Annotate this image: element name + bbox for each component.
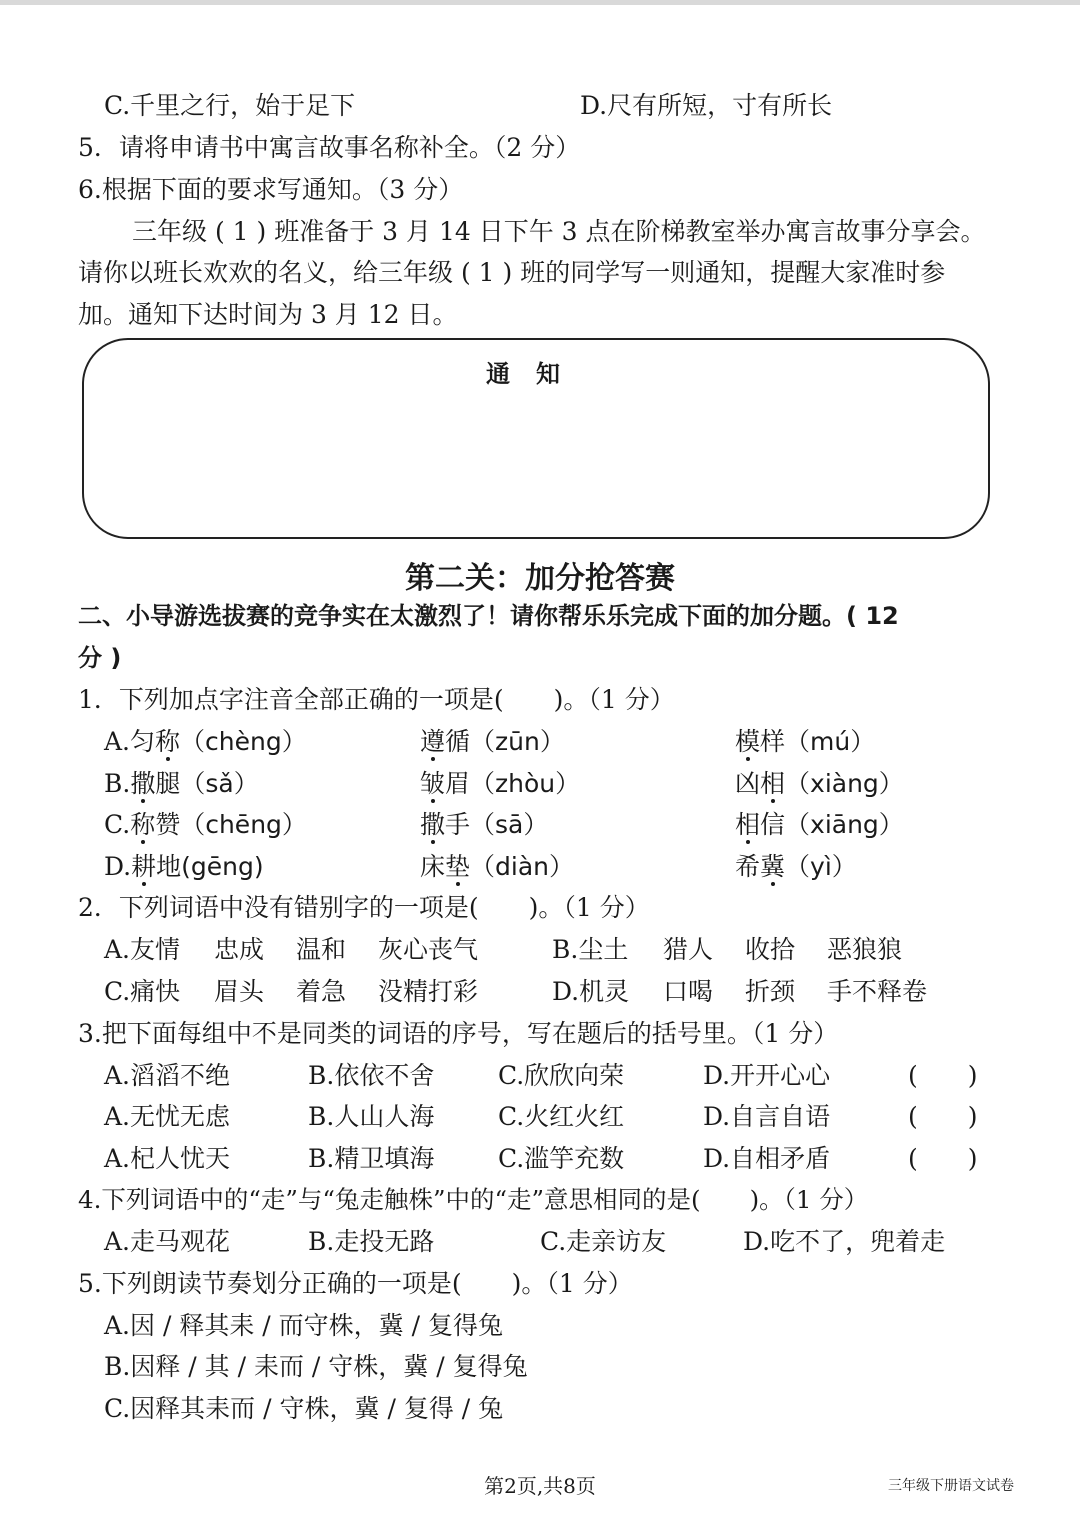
q3-row2-c: C.火红火红 — [498, 1102, 625, 1131]
word-part: 床 — [420, 852, 446, 881]
q1-option-d-2 — [420, 851, 574, 883]
pinyin: （sā） — [470, 810, 549, 839]
dotted-character: 冀 — [760, 852, 786, 881]
q3-row3-d: D.自相矛盾 — [703, 1144, 831, 1173]
word-part: 信 — [760, 810, 786, 839]
top-edge-bar — [0, 0, 1080, 5]
pinyin: （diàn） — [470, 852, 575, 881]
dotted-character: 相 — [760, 769, 786, 798]
section-heading-line-2: 分 ) — [78, 644, 122, 672]
dotted-character: 撒 — [420, 810, 446, 839]
word-part: 赞 — [155, 810, 181, 839]
q2-option-a-4: 灰心丧气 — [378, 935, 479, 964]
word-part: 眉 — [445, 769, 471, 798]
dotted-character: 相 — [735, 810, 761, 839]
question-6-line-1: 三年级 ( 1 ) 班准备于 3 月 14 日下午 3 点在阶梯教室举办寓言故事分享会。 — [132, 217, 986, 246]
q1-option-a-2 — [420, 726, 565, 758]
q3-row2-a: A.无忧无虑 — [104, 1102, 231, 1131]
q4-option-d: D.吃不了，兜着走 — [743, 1227, 946, 1256]
q1-option-c-3 — [735, 809, 904, 841]
pinyin: （chèng） — [180, 727, 307, 756]
q3-row2-b: B.人山人海 — [308, 1102, 435, 1131]
question-6-line-3: 加。通知下达时间为 3 月 12 日。 — [78, 300, 458, 329]
pinyin: (gēng) — [181, 852, 264, 881]
q2-option-d-1: D.机灵 — [552, 977, 630, 1006]
dotted-character: 称 — [155, 727, 181, 756]
pinyin: （zūn） — [470, 727, 565, 756]
q2-option-c-4: 没精打彩 — [378, 977, 479, 1006]
word-part: 腿 — [155, 769, 181, 798]
pinyin: （yì） — [785, 852, 857, 881]
pinyin: （xiāng） — [785, 810, 904, 839]
option-label: A. — [104, 727, 131, 756]
word-part: 手 — [445, 810, 471, 839]
pinyin: （chēng） — [180, 810, 307, 839]
q1-option-d-1 — [104, 851, 264, 883]
q4-option-b: B.走投无路 — [308, 1227, 435, 1256]
q1-option-a-3 — [735, 726, 875, 758]
q1-option-d-3 — [735, 851, 857, 883]
word-part: 匀 — [130, 727, 156, 756]
q3-row1-a: A.滔滔不绝 — [104, 1061, 231, 1090]
question-1-stem: 1．下列加点字注音全部正确的一项是( )。（1 分） — [78, 685, 675, 714]
dotted-character: 模 — [735, 727, 761, 756]
question-5-prev: 5．请将申请书中寓言故事名称补全。（2 分） — [78, 133, 581, 162]
option-label: C. — [104, 810, 131, 839]
exam-name: 三年级下册语文试卷 — [888, 1478, 1014, 1494]
q3-row2-d: D.自言自语 — [703, 1102, 831, 1131]
option-label: D. — [104, 852, 132, 881]
q3-row3-a: A.杞人忧天 — [104, 1144, 231, 1173]
dotted-character: 撒 — [130, 769, 156, 798]
q5-option-c: C.因释其耒而 / 守株，冀 / 复得 / 兔 — [104, 1394, 504, 1423]
dotted-character: 耕 — [131, 852, 157, 881]
section-heading-line-1: 二、小导游选拔赛的竞争实在太激烈了！请你帮乐乐完成下面的加分题。( 12 — [78, 602, 899, 630]
q1-option-b-3 — [735, 768, 904, 800]
word-part: 循 — [445, 727, 471, 756]
q2-option-a-1: A.友情 — [104, 935, 181, 964]
q5-option-a: A.因 / 释其耒 / 而守株，冀 / 复得兔 — [104, 1311, 503, 1340]
pinyin: （sǎ） — [180, 769, 259, 798]
pinyin: （xiàng） — [785, 769, 904, 798]
dotted-character: 皱 — [420, 769, 446, 798]
question-6-title: 6.根据下面的要求写通知。（3 分） — [78, 175, 464, 204]
q2-option-c-2: 眉头 — [214, 977, 265, 1006]
q2-option-c-1: C.痛快 — [104, 977, 181, 1006]
question-3-stem: 3.把下面每组中不是同类的词语的序号，写在题后的括号里。（1 分） — [78, 1019, 839, 1048]
q2-option-b-1: B.尘土 — [552, 935, 629, 964]
q2-option-b-2: 猎人 — [663, 935, 714, 964]
q1-option-b-1 — [104, 768, 259, 800]
dotted-character: 垫 — [445, 852, 471, 881]
q2-option-b-3: 收拾 — [745, 935, 796, 964]
question-6-line-2: 请你以班长欢欢的名义，给三年级 ( 1 ) 班的同学写一则通知，提醒大家准时参 — [78, 258, 946, 287]
q3-row3-b: B.精卫填海 — [308, 1144, 435, 1173]
q3-row3-c: C.滥竽充数 — [498, 1144, 625, 1173]
q2-option-d-2: 口喝 — [663, 977, 714, 1006]
q3-row1-c: C.欣欣向荣 — [498, 1061, 625, 1090]
prev-option-d: D.尺有所短，寸有所长 — [580, 91, 833, 120]
q1-option-c-2 — [420, 809, 548, 841]
q2-option-d-3: 折颈 — [745, 977, 796, 1006]
word-part: 希 — [735, 852, 761, 881]
q2-option-a-3: 温和 — [296, 935, 347, 964]
question-5-stem: 5.下列朗读节奏划分正确的一项是( )。（1 分） — [78, 1269, 633, 1298]
q4-option-c: C.走亲访友 — [540, 1227, 667, 1256]
question-2-stem: 2．下列词语中没有错别字的一项是( )。（1 分） — [78, 893, 650, 922]
section-title: 第二关：加分抢答赛 — [405, 561, 675, 596]
q3-row1-b: B.依依不舍 — [308, 1061, 435, 1090]
q1-option-c-1 — [104, 809, 307, 841]
q2-option-c-3: 着急 — [296, 977, 347, 1006]
word-part: 地 — [156, 852, 182, 881]
q3-row1-answer-blank[interactable]: ( ) — [908, 1061, 978, 1090]
word-part: 凶 — [735, 769, 761, 798]
q2-option-a-2: 忠成 — [214, 935, 265, 964]
option-label: B. — [104, 769, 131, 798]
question-4-stem: 4.下列词语中的“走”与“兔走触株”中的“走”意思相同的是( )。（1 分） — [78, 1185, 869, 1214]
q4-option-a: A.走马观花 — [104, 1227, 231, 1256]
q3-row1-d: D.开开心心 — [703, 1061, 831, 1090]
q3-row2-answer-blank[interactable]: ( ) — [908, 1102, 978, 1131]
q3-row3-answer-blank[interactable]: ( ) — [908, 1144, 978, 1173]
pinyin: （zhòu） — [470, 769, 581, 798]
q5-option-b: B.因释 / 其 / 耒而 / 守株，冀 / 复得兔 — [104, 1352, 528, 1381]
q1-option-b-2 — [420, 768, 580, 800]
q2-option-b-4: 恶狼狼 — [827, 935, 903, 964]
dotted-character: 遵 — [420, 727, 446, 756]
prev-option-c: C.千里之行，始于足下 — [104, 91, 356, 120]
q1-option-a-1 — [104, 726, 307, 758]
word-part: 样 — [760, 727, 786, 756]
page-number: 第2页,共8页 — [484, 1474, 596, 1498]
notice-writing-box[interactable] — [82, 338, 990, 539]
notice-box-title: 通知 — [486, 360, 586, 388]
dotted-character: 称 — [130, 810, 156, 839]
pinyin: （mú） — [785, 727, 876, 756]
q2-option-d-4: 手不释卷 — [827, 977, 928, 1006]
